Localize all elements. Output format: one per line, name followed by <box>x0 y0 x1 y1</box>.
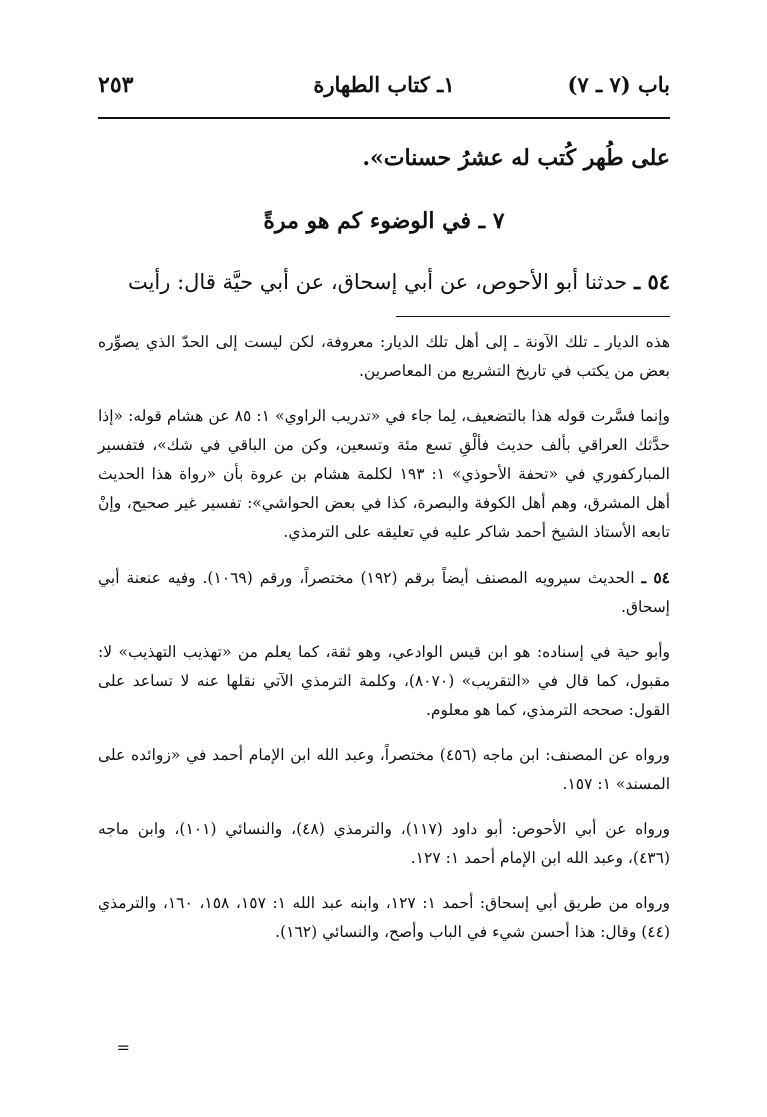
page-header <box>98 66 670 104</box>
hadith-line <box>98 262 670 302</box>
footnote-paragraph: وأبو حية في إسناده: هو ابن قيس الوادعي، وهو ثقة، كما يعلم من «تهذيب التهذيب» لا: مقبول، كما قال في «التقريب» (٨٠٧٠)، وكلمة الترمذي الآتي نقلها عنه لا تساعد على القول: صححه الترمذي، كما هو معلوم. <box>98 643 670 719</box>
footnote-number: ٥٤ ـ <box>641 568 671 587</box>
hadith-number: ٥٤ ـ <box>633 269 670 294</box>
footnote-paragraph: هذه الديار ـ تلك الآونة ـ إلى أهل تلك الديار: معروفة، لكن ليست إلى الحدّ الذي يصوِّره بعض من يكتب في تاريخ التشريع من المعاصرين. <box>98 333 670 380</box>
footnotes <box>98 328 670 963</box>
footnote-paragraph <box>98 563 670 622</box>
main-text-line: على طُهر كُتب له عشرُ حسنات». <box>362 145 670 171</box>
footnote-text: الحديث سيرويه المصنف أيضاً برقم (١٩٢) مختصراً، ورقم (١٠٦٩). وفيه عنعنة أبي إسحاق. <box>98 569 670 616</box>
footnote-divider <box>396 316 670 317</box>
book-title: ١ـ كتاب الطهارة <box>313 72 455 97</box>
continuation-mark: = <box>116 1038 130 1057</box>
chapter-label: باب (٧ ـ ٧) <box>567 72 670 97</box>
section-title: ٧ ـ في الوضوء كم هو مرةً <box>263 208 505 234</box>
hadith-text: حدثنا أبو الأحوص، عن أبي إسحاق، عن أبي حيَّة قال: رأيت <box>127 270 634 294</box>
page-number: ٢٥٣ <box>98 72 134 98</box>
footnote-paragraph: وإنما فسَّرت قوله هذا بالتضعيف، لِما جاء في «تدريب الراوي» ١: ٨٥ عن هشام قوله: «إذا حدَّثك العراقي بألف حديث فألْقِ تسع مئة وتسعين، وكن من الباقي في شك»، فتفسير المباركفوري في «تحفة الأحوذي» ١: ١٩٣ لكلمة هشام بن عروة بأن «رواة هذا الحديث أهل المشرق، وهم أهل الكوفة والبصرة، كذا في بعض الحواشي»: تفسير غير صحيح، وإنْ تابعه الأستاذ الشيخ أحمد شاكر عليه في تعليقه على الترمذي. <box>98 407 671 541</box>
header-divider <box>98 117 670 119</box>
footnote-paragraph: ورواه عن أبي الأحوص: أبو داود (١١٧)، والترمذي (٤٨)، والنسائي (١٠١)، وابن ماجه (٤٣٦)، وعبد الله ابن الإمام أحمد ١: ١٢٧. <box>98 820 670 867</box>
footnote-paragraph: ورواه عن المصنف: ابن ماجه (٤٥٦) مختصراً، وعبد الله ابن الإمام أحمد في «زوائده على المسند» ١: ١٥٧. <box>98 746 670 793</box>
footnote-paragraph: ورواه من طريق أبي إسحاق: أحمد ١: ١٢٧، وابنه عبد الله ١: ١٥٧، ١٥٨، ١٦٠، والترمذي (٤٤) وقال: هذا أحسن شيء في الباب وأصح، والنسائي (١٦٢). <box>98 894 670 941</box>
